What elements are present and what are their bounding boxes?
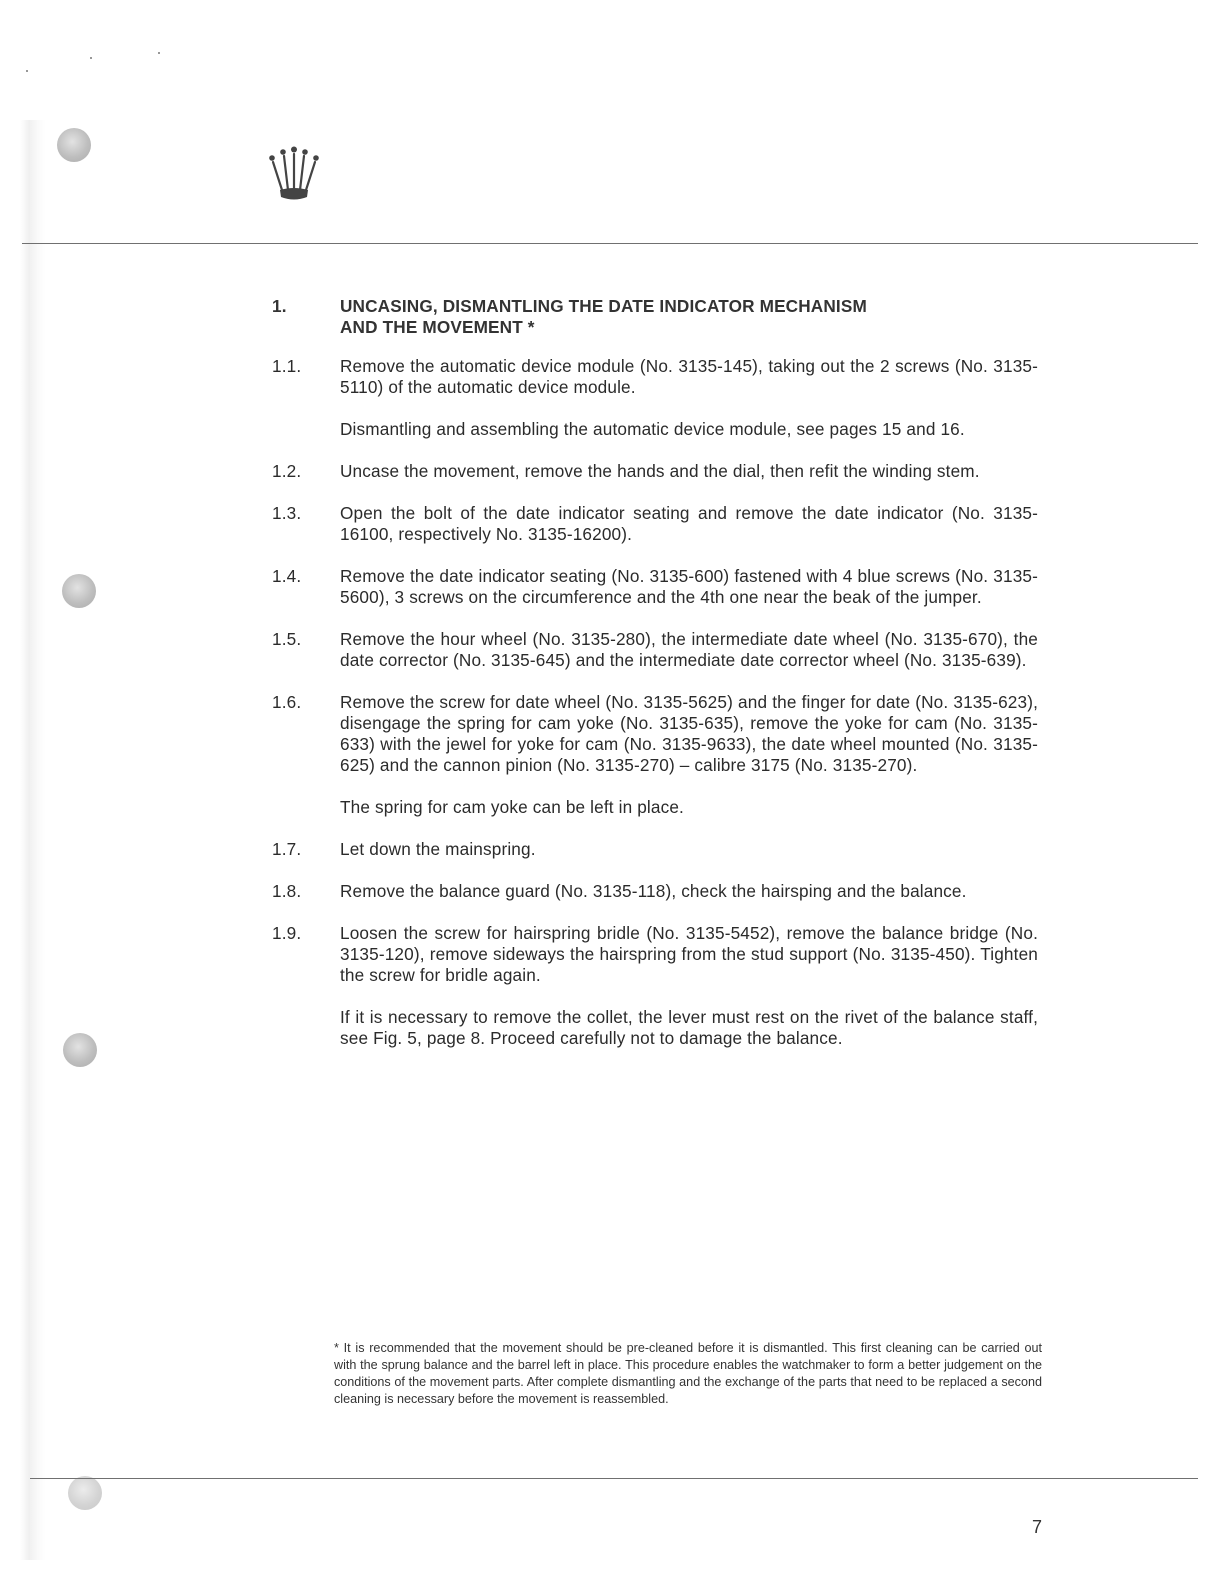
step-text: Remove the date indicator seating (No. 3135-600) fastened with 4 blue screws (No. 3135-5600), 3 screws on the circumference and the 4th one near the beak of the jumper.	[340, 566, 1038, 607]
step-1-8	[272, 881, 1038, 902]
step-1-3	[272, 503, 1038, 545]
step-1-4	[272, 566, 1038, 608]
section-heading	[272, 296, 1038, 338]
section-title-line2: AND THE MOVEMENT *	[340, 317, 535, 337]
scan-speck	[158, 52, 160, 54]
step-number: 1.1.	[272, 356, 302, 376]
step-text: Let down the mainspring.	[340, 839, 536, 859]
punch-hole	[62, 574, 96, 608]
step-number: 1.4.	[272, 566, 302, 586]
step-number: 1.2.	[272, 461, 302, 481]
step-1-1	[272, 356, 1038, 398]
section-number: 1.	[272, 296, 287, 316]
step-text: Uncase the movement, remove the hands and the dial, then refit the winding stem.	[340, 461, 980, 481]
step-1-5	[272, 629, 1038, 671]
section-title-line1: UNCASING, DISMANTLING THE DATE INDICATOR MECHANISM	[340, 296, 867, 316]
step-text: Remove the balance guard (No. 3135-118), check the hairsping and the balance.	[340, 881, 967, 901]
step-text: Remove the automatic device module (No. 3135-145), taking out the 2 screws (No. 3135-5110) of the automatic device module.	[340, 356, 1038, 397]
step-number: 1.7.	[272, 839, 302, 859]
step-text: Remove the screw for date wheel (No. 3135-5625) and the finger for date (No. 3135-623), disengage the spring for cam yoke (No. 3135-635), remove the yoke for cam (No. 3135-633) with the jewel for yoke for cam (No. 3135-9633), the date wheel mounted (No. 3135-625) and the cannon pinion (No. 3135-270) – calibre 3175 (No. 3135-270).	[340, 692, 1038, 775]
step-text: Open the bolt of the date indicator seating and remove the date indicator (No. 3135-16100, respectively No. 3135-16200).	[340, 503, 1038, 544]
header-rule	[22, 243, 1198, 244]
footnote: * It is recommended that the movement should be pre-cleaned before it is dismantled. This first cleaning can be carried out with the sprung balance and the barrel left in place. This procedure enables the watchmaker to form a better judgement on the conditions of the movement parts. After complete dismantling and the exchange of the parts that need to be replaced a second cleaning is necessary before the movement is reassembled.	[334, 1341, 1042, 1406]
step-1-2	[272, 461, 1038, 482]
punch-hole	[63, 1033, 97, 1067]
punch-hole	[68, 1476, 102, 1510]
step-text: Loosen the screw for hairspring bridle (No. 3135-5452), remove the balance bridge (No. 3135-120), remove sideways the hairspring from the stud support (No. 3135-450). Tighten the screw for bridle again.	[340, 923, 1038, 985]
step-1-7	[272, 839, 1038, 860]
binder-edge-shadow	[20, 120, 46, 1560]
step-number: 1.3.	[272, 503, 302, 523]
step-number: 1.9.	[272, 923, 302, 943]
step-note: Dismantling and assembling the automatic device module, see pages 15 and 16.	[340, 419, 965, 439]
step-text: Remove the hour wheel (No. 3135-280), the intermediate date wheel (No. 3135-670), the date corrector (No. 3135-645) and the intermediate date corrector wheel (No. 3135-639).	[340, 629, 1038, 670]
step-1-9	[272, 923, 1038, 986]
footer-rule	[30, 1478, 1198, 1479]
step-number: 1.6.	[272, 692, 302, 712]
step-number: 1.8.	[272, 881, 302, 901]
step-note: The spring for cam yoke can be left in place.	[340, 797, 684, 817]
crown-icon	[266, 146, 322, 206]
page-number: 7	[1032, 1517, 1043, 1537]
step-number: 1.5.	[272, 629, 302, 649]
document-body	[272, 296, 1038, 1070]
scan-speck	[90, 57, 92, 59]
scan-speck	[26, 70, 28, 72]
step-1-6	[272, 692, 1038, 776]
step-note: If it is necessary to remove the collet, the lever must rest on the rivet of the balance staff, see Fig. 5, page 8. Proceed carefully not to damage the balance.	[340, 1007, 1038, 1048]
punch-hole	[57, 128, 91, 162]
